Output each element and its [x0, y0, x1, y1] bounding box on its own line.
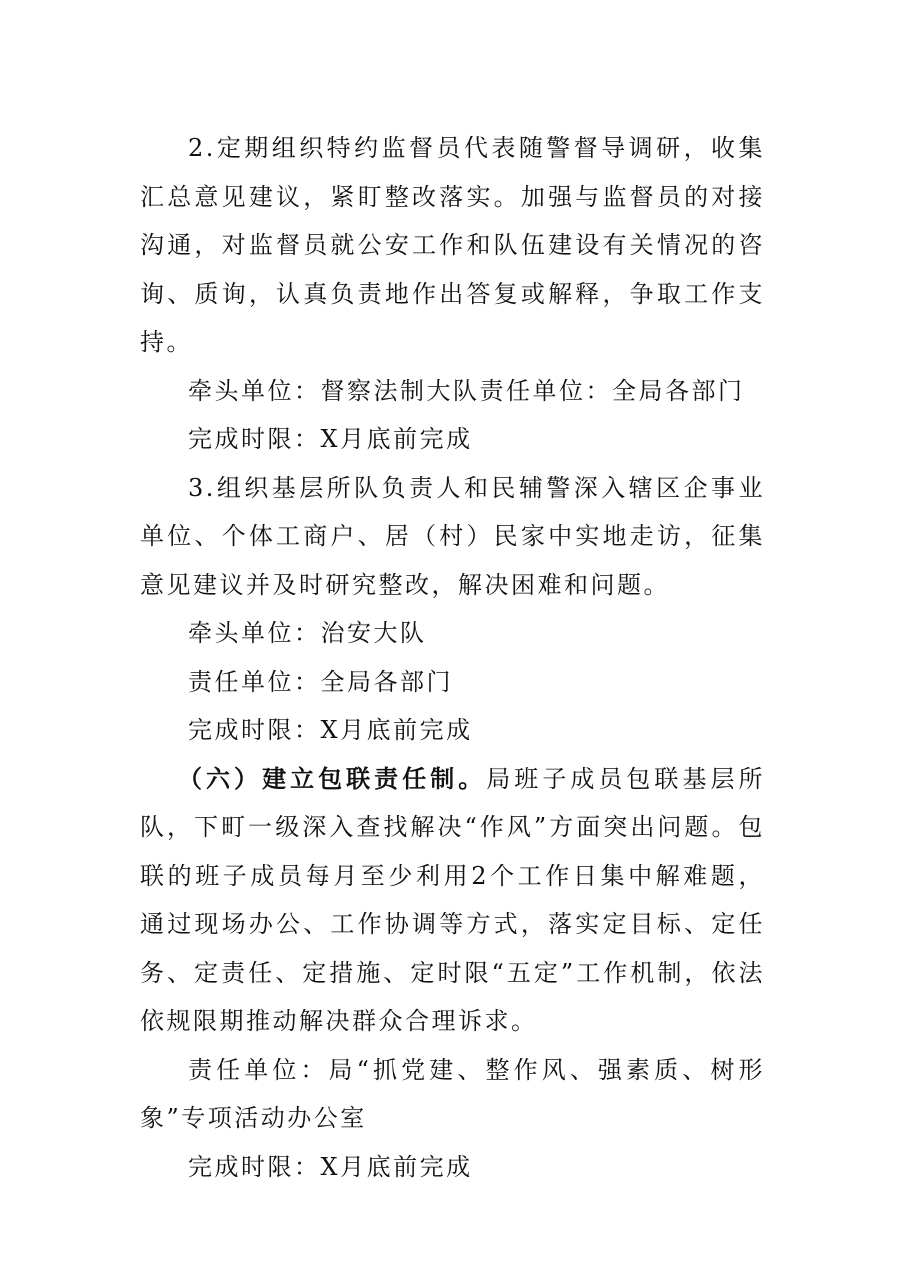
deadline-line: 完成时限：X月底前完成: [188, 1152, 473, 1181]
section-6-text: 局班子成员包联基层所队，下町一级深入查找解决“作风”方面突出问题。包联的班子成员每月至少利用2个工作日集中解难题，通过现场办公、工作协调等方式，落实定目标、定任务、定责任、定措施、定时限“五定”工作机制，依法依规限期推动解决群众合理诉求。: [140, 764, 766, 1035]
section-6-heading: （六）建立包联责任制。: [178, 763, 487, 793]
deadline-line: 完成时限：X月底前完成: [188, 716, 473, 744]
document-body: [140, 124, 765, 1191]
item-2-paragraph: 2.定期组织特约监督员代表随警督导调研，收集汇总意见建议，紧盯整改落实。加强与监督员的对接沟通，对监督员就公安工作和队伍建设有关情况的咨询、质询，认真负责地作出答复或解释，争取工作支持。: [140, 134, 765, 356]
responsible-unit-line: 责任单位：局“抓党建、整作风、强素质、树形象”专项活动办公室: [140, 1055, 765, 1132]
section-6-paragraph: [140, 755, 765, 1046]
lead-unit-line: 牵头单位：治安大队: [188, 619, 427, 647]
item-3-paragraph: 3.组织基层所队负责人和民辅警深入辖区企事业单位、个体工商户、居（村）民家中实地走访，征集意见建议并及时研究整改，解决困难和问题。: [140, 473, 765, 599]
responsible-unit-line: 责任单位：全局各部门: [188, 667, 453, 696]
deadline-line: 完成时限：X月底前完成: [188, 425, 473, 453]
lead-unit-line: 牵头单位：督察法制大队责任单位：全局各部门: [188, 376, 745, 405]
